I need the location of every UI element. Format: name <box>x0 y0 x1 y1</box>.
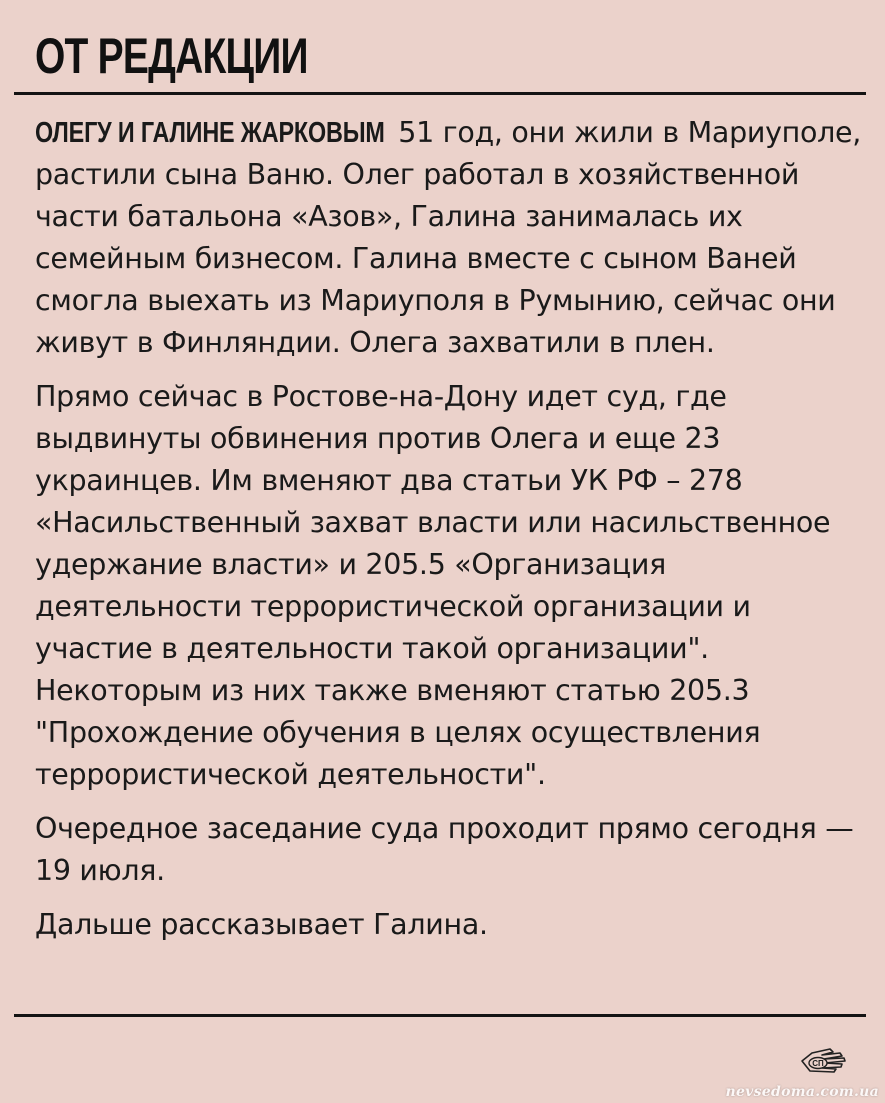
paragraph-continuation: Дальше рассказывает Галина. <box>35 908 488 941</box>
lead-name: ОЛЕГУ И ГАЛИНЕ ЖАРКОВЫМ <box>35 117 385 149</box>
footer-divider <box>14 1014 866 1017</box>
header-divider <box>14 92 866 95</box>
paragraph-hearing: Очередное заседание суда проходит прямо сегодня — 19 июля. <box>35 812 854 887</box>
paragraph-intro <box>35 112 865 364</box>
article-body <box>35 112 865 958</box>
watermark: nevsedoma.com.ua <box>725 1084 879 1100</box>
logo-text: СП <box>812 1059 824 1068</box>
hand-sp-logo-icon <box>800 1043 848 1073</box>
page-header: ОТ РЕДАКЦИИ <box>35 28 308 84</box>
paragraph-charges: Прямо сейчас в Ростове-на-Дону идет суд, где выдвинуты обвинения против Олега и еще 23 украинцев. Им вменяют два статьи УК РФ – 278 «Насильственный захват власти или насильственное удержание власти» и 205.5 «Организация деятельности террористической организации и участие в деятельности такой организации". Некоторым из них также вменяют статью 205.3 "Прохождение обучения в целях осуществления террористической деятельности". <box>35 380 831 791</box>
intro-text: 51 год, они жили в Мариуполе, растили сына Ваню. Олег работал в хозяйственной части батальона «Азов», Галина занималась их семейным бизнесом. Галина вместе с сыном Ваней смогла выехать из Мариуполя в Румынию, сейчас они живут в Финляндии. Олега захватили в плен. <box>35 116 862 359</box>
